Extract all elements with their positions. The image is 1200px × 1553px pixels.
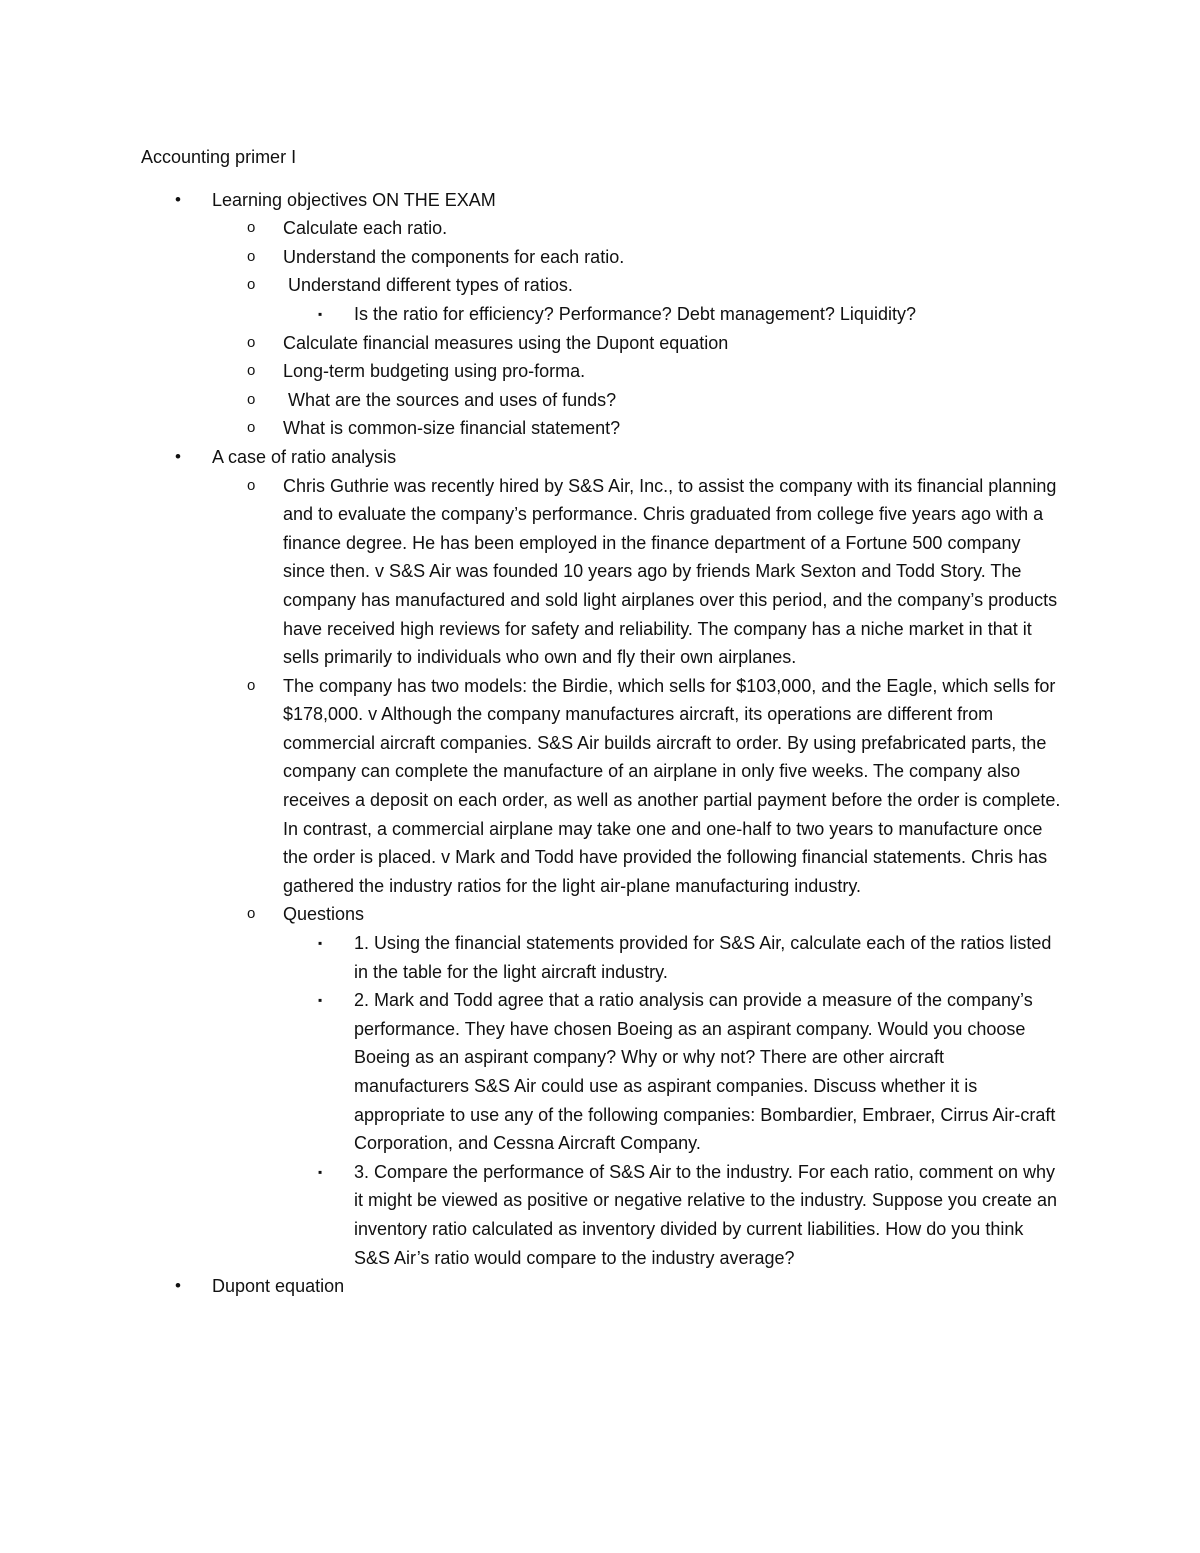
questions-sublist [212, 929, 1061, 1272]
square-bullet-icon: ▪ [318, 936, 323, 951]
list-item [212, 271, 1061, 328]
list-item [212, 414, 1061, 443]
circle-bullet-icon: o [247, 247, 256, 265]
circle-bullet-icon: o [247, 333, 256, 351]
list-item [212, 243, 1061, 272]
list-item-text: Is the ratio for efficiency? Performance? Debt management? Liquidity? [354, 303, 916, 324]
learning-objectives-list [141, 214, 1061, 443]
circle-bullet-icon: o [247, 276, 256, 294]
bullet-icon: • [175, 189, 181, 209]
circle-bullet-icon: o [247, 390, 256, 408]
question-text: 1. Using the financial statements provided for S&S Air, calculate each of the ratios listed in the table for the light aircraft industry. [354, 933, 1052, 982]
question-text: 2. Mark and Todd agree that a ratio analysis can provide a measure of the company’s performance. They have chosen Boeing as an aspirant company. Would you choose Boeing as an aspirant company? Why or why not? There are other aircraft manufacturers S&S Air could use as aspirant companies. Discuss whether it is appropriate to use any of the following companies: Bombardier, Embraer, Cirrus Air-craft Corporation, and Cessna Aircraft Company. [354, 990, 1056, 1154]
question-text: 3. Compare the performance of S&S Air to the industry. For each ratio, comment on why it might be viewed as positive or negative relative to the industry. Suppose you create an inventory ratio calculated as inventory divided by current liabilities. How do you think S&S Air’s ratio would compare to the industry average? [354, 1161, 1058, 1268]
document-title: Accounting primer I [141, 147, 297, 167]
circle-bullet-icon: o [247, 362, 256, 380]
circle-bullet-icon: o [247, 676, 256, 694]
list-item-text: What are the sources and uses of funds? [283, 389, 617, 410]
list-item [212, 329, 1061, 358]
list-item [212, 472, 1061, 672]
list-item [212, 386, 1061, 415]
list-item-text: A case of ratio analysis [212, 446, 397, 467]
list-item-text: Understand the components for each ratio. [283, 246, 625, 267]
document-body [141, 143, 1061, 1301]
list-item-text: Calculate each ratio. [283, 218, 448, 239]
list-item-ratio-analysis-case [141, 443, 1061, 1272]
list-item-text: Questions [283, 904, 365, 925]
list-item [212, 357, 1061, 386]
circle-bullet-icon: o [247, 219, 256, 237]
square-bullet-icon: ▪ [318, 993, 323, 1008]
bullet-icon: • [175, 1276, 181, 1296]
circle-bullet-icon: o [247, 419, 256, 437]
question-item [283, 1158, 1061, 1272]
list-item [212, 214, 1061, 243]
main-bullet-list [141, 186, 1061, 1301]
question-item [283, 929, 1061, 986]
list-item [212, 672, 1061, 901]
list-item-text: Calculate financial measures using the Dupont equation [283, 332, 729, 353]
list-item [283, 300, 1061, 329]
square-bullet-icon: ▪ [318, 306, 323, 321]
case-paragraph: Chris Guthrie was recently hired by S&S Air, Inc., to assist the company with its financial planning and to evaluate the company’s performance. Chris graduated from college five years ago with a finance degree. He has been employed in the finance department of a Fortune 500 company since then. v S&S Air was founded 10 years ago by friends Mark Sexton and Todd Story. The company has manufactured and sold light airplanes over this period, and the company’s products have received high reviews for safety and reliability. The company has a niche market in that it sells primarily to individuals who own and fly their own airplanes. [283, 475, 1058, 668]
list-item-text: Understand different types of ratios. [283, 275, 573, 296]
circle-bullet-icon: o [247, 476, 256, 494]
circle-bullet-icon: o [247, 905, 256, 923]
list-item-dupont-equation [141, 1272, 1061, 1301]
list-item-text: Dupont equation [212, 1276, 345, 1297]
list-item-text: Long-term budgeting using pro-forma. [283, 361, 586, 382]
list-item-text: Learning objectives ON THE EXAM [212, 189, 496, 210]
case-list [141, 472, 1061, 1273]
question-item [283, 986, 1061, 1158]
list-item-learning-objectives [141, 186, 1061, 443]
case-paragraph: The company has two models: the Birdie, which sells for $103,000, and the Eagle, which sells for $178,000. v Although the company manufactures aircraft, its operations are different from commercial aircraft companies. S&S Air builds aircraft to order. By using prefabricated parts, the company can complete the manufacture of an airplane in only five weeks. The company also receives a deposit on each order, as well as another partial payment before the order is complete. In contrast, a commercial airplane may take one and one-half to two years to manufacture once the order is placed. v Mark and Todd have provided the following financial statements. Chris has gathered the industry ratios for the light air-plane manufacturing industry. [283, 675, 1061, 896]
square-bullet-icon: ▪ [318, 1164, 323, 1179]
list-item-text: What is common-size financial statement? [283, 418, 621, 439]
list-item [212, 900, 1061, 1272]
ratio-types-sublist [212, 300, 1061, 329]
bullet-icon: • [175, 446, 181, 466]
